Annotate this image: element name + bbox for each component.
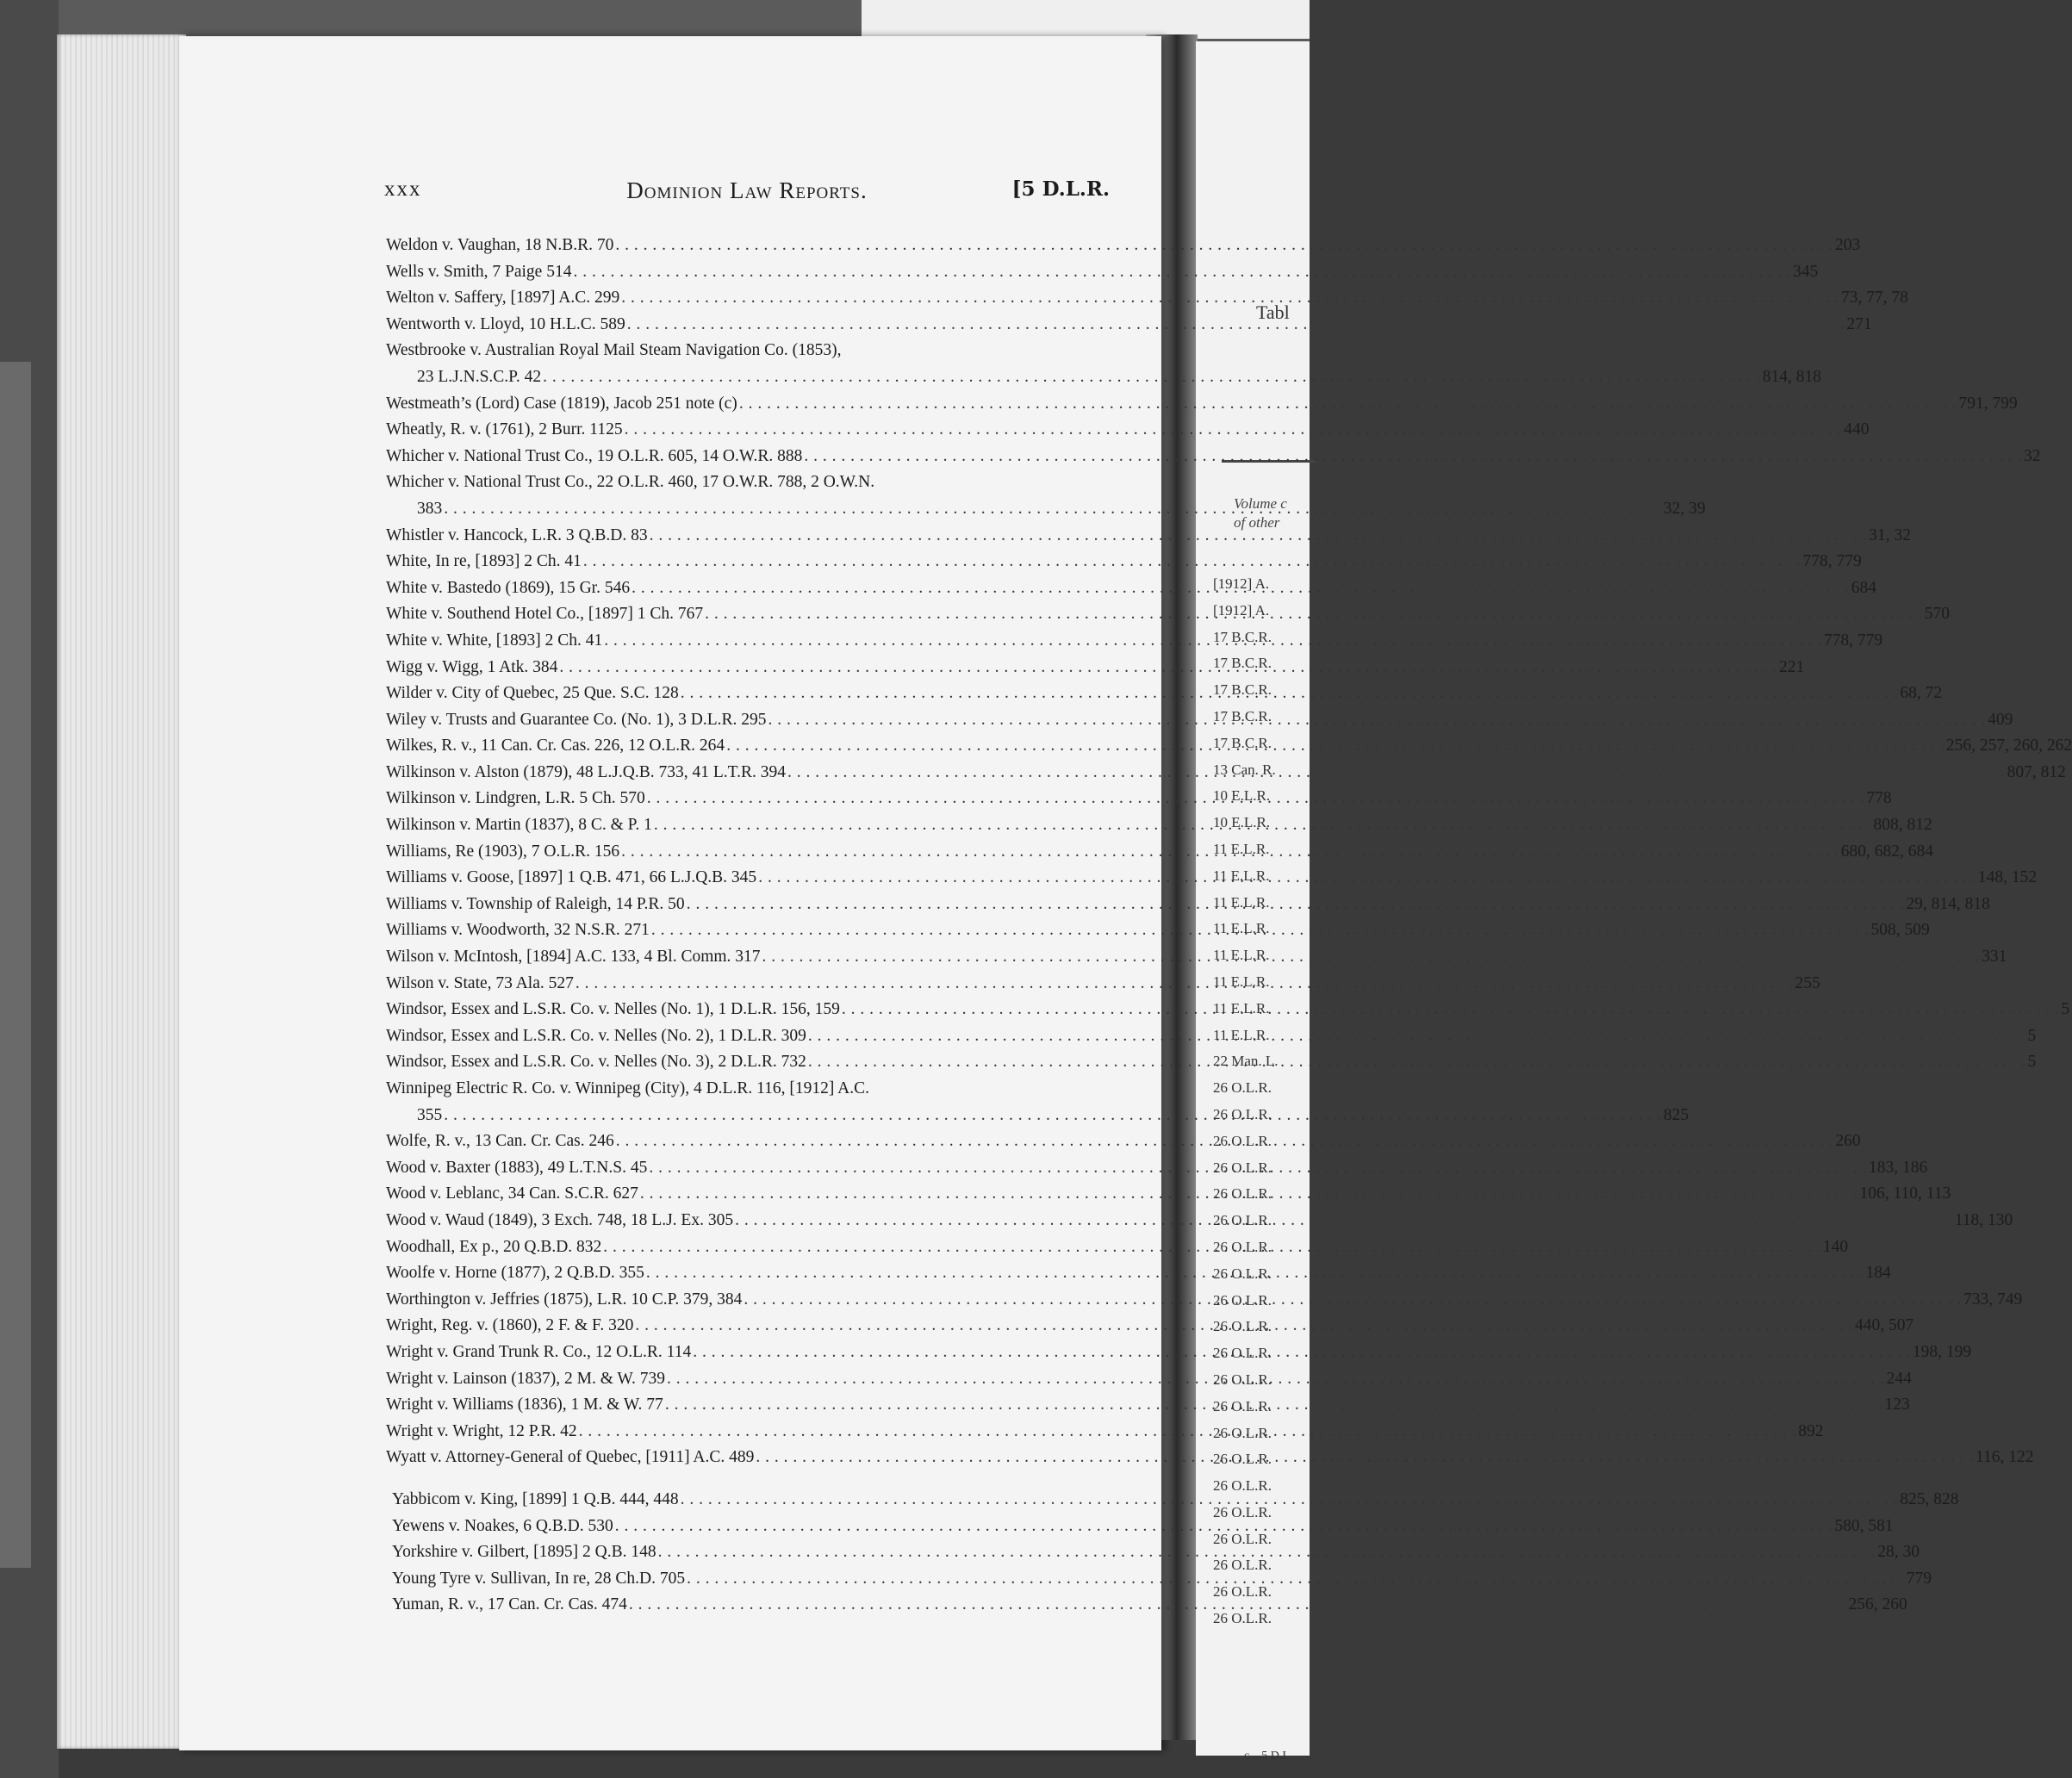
citation-fragment: 26 O.L.R.: [1213, 1238, 1272, 1255]
case-name: Yorkshire v. Gilbert, [1895] 2 Q.B. 148: [392, 1543, 656, 1562]
page-refs: 5: [2027, 1053, 2037, 1072]
case-name: Welton v. Saffery, [1897] A.C. 299: [386, 289, 620, 308]
leader-dots: [726, 733, 1944, 760]
leader-dots: [615, 1514, 1833, 1540]
leader-dots: [629, 1592, 1847, 1619]
case-name: Windsor, Essex and L.S.R. Co. v. Nelles (No. 2), 1 D.L.R. 309: [386, 1026, 806, 1045]
volume-label: [5 D.L.R.: [1011, 177, 1110, 201]
facing-page-column-head: Volume c of other: [1234, 495, 1287, 531]
page-refs: 184: [1865, 1264, 1891, 1283]
leader-dots: [658, 1539, 1876, 1566]
leader-dots: [768, 707, 1987, 734]
leader-dots: [693, 1340, 1911, 1366]
leader-dots: [647, 786, 1865, 812]
case-name: Yuman, R. v., 17 Can. Cr. Cas. 474: [392, 1595, 627, 1614]
page-refs: 73, 77, 78: [1840, 289, 1908, 308]
case-name: Wright v. Grand Trunk R. Co., 12 O.L.R. 114: [386, 1342, 692, 1361]
citation-fragment: 11 E.L.R.: [1213, 973, 1270, 990]
leader-dots: [687, 1566, 1905, 1593]
page-refs: 508, 509: [1870, 921, 1930, 940]
entry-line: [386, 285, 1908, 312]
citation-fragment: 26 O.L.R.: [1213, 1265, 1272, 1282]
citation-fragment: 11 E.L.R.: [1213, 920, 1270, 937]
book-page-edges: [57, 34, 186, 1749]
page-refs: 409: [1988, 710, 2013, 729]
citation-fragment: 17 B.C.R.: [1213, 655, 1272, 672]
entry-line: Winnipeg Electric R. Co. v. Winnipeg (City), 4 D.L.R. 116, [1912] A.C.: [386, 1079, 869, 1097]
entry-line: [386, 549, 1862, 575]
leader-dots: [735, 1208, 1953, 1234]
citation-fragment: 17 B.C.R.: [1213, 628, 1272, 645]
case-name: Wood v. Waud (1849), 3 Exch. 748, 18 L.J. Ex. 305: [386, 1210, 734, 1229]
citation-fragment: 22 Man. L.: [1213, 1053, 1279, 1070]
citation-fragment: 11 E.L.R.: [1213, 1026, 1270, 1043]
case-name: White v. Bastedo (1869), 15 Gr. 546: [386, 578, 631, 597]
citation-fragment: 11 E.L.R.: [1213, 999, 1270, 1016]
entry-line: [386, 523, 1912, 550]
case-name: Wilson v. State, 73 Ala. 527: [386, 973, 574, 992]
case-name: Wentworth v. Lloyd, 10 H.L.C. 589: [386, 314, 625, 333]
entry-line: [386, 391, 2018, 418]
page-refs: 791, 799: [1958, 394, 2018, 413]
leader-dots: [621, 839, 1839, 866]
leader-dots: [762, 944, 1981, 971]
citation-fragment: 26 O.L.R.: [1213, 1424, 1272, 1441]
leader-dots: [681, 1487, 1899, 1514]
page-refs: 733, 749: [1963, 1290, 2023, 1309]
leader-dots: [842, 997, 2060, 1023]
page-refs: 221: [1779, 657, 1805, 676]
leader-dots: [632, 575, 1850, 602]
citation-fragment: 17 B.C.R.: [1213, 707, 1272, 724]
case-name: Whicher v. National Trust Co., 19 O.L.R. 605, 14 O.W.R. 888: [386, 446, 803, 465]
case-name: Wheatly, R. v. (1761), 2 Burr. 1125: [386, 420, 623, 439]
citation-fragment: 13 Can. R.: [1213, 761, 1276, 778]
leader-dots: [576, 971, 1794, 998]
leader-dots: [808, 1023, 2026, 1050]
page-refs: 580, 581: [1834, 1516, 1894, 1535]
leader-dots: [650, 523, 1868, 550]
citation-fragment: 26 O.L.R.: [1213, 1185, 1272, 1203]
page-refs: 779: [1906, 1569, 1932, 1588]
page-refs: 892: [1798, 1421, 1824, 1440]
leader-dots: [444, 1103, 1662, 1129]
leader-dots: [583, 549, 1801, 575]
case-name: 383: [417, 499, 443, 518]
page-refs: 256, 260: [1848, 1595, 1907, 1614]
citation-fragment: 17 B.C.R.: [1213, 681, 1272, 699]
citation-fragment: 26 O.L.R.: [1213, 1105, 1272, 1122]
case-name: Wilson v. McIntosh, [1894] A.C. 133, 4 Bl. Comm. 317: [386, 948, 761, 967]
citation-fragment: 26 O.L.R.: [1213, 1610, 1272, 1627]
facing-page-signature-mark: c—5 D.L: [1244, 1750, 1290, 1762]
page-refs: 244: [1886, 1369, 1912, 1388]
page-refs: 684: [1851, 578, 1876, 597]
entry-line: [386, 444, 2041, 470]
page-refs: 32, 39: [1663, 499, 1706, 518]
citation-fragment: 26 O.L.R.: [1213, 1477, 1272, 1495]
leader-dots: [744, 1287, 1962, 1314]
page-refs: 570: [1924, 605, 1950, 624]
scan-background-top-right: [862, 0, 1310, 39]
facing-page-heading: Tabl: [1256, 302, 1290, 323]
page-refs: 807, 812: [2007, 762, 2066, 781]
entry-line: [386, 364, 1821, 391]
leader-dots: [756, 1445, 1974, 1471]
leader-dots: [640, 1181, 1858, 1208]
page-refs: 32: [2023, 446, 2041, 465]
case-name: Woodhall, Ex p., 20 Q.B.D. 832: [386, 1237, 602, 1256]
citation-fragment: 10 E.L.R.: [1213, 787, 1271, 805]
leader-dots: [808, 1049, 2026, 1076]
case-name: Yabbicom v. King, [1899] 1 Q.B. 444, 448: [392, 1490, 679, 1508]
case-name: Wilkinson v. Martin (1837), 8 C. & P. 1: [386, 816, 652, 835]
case-name: White v. Southend Hotel Co., [1897] 1 Ch. 767: [386, 605, 704, 624]
citation-fragment: 26 O.L.R.: [1213, 1318, 1272, 1335]
entry-line: [386, 233, 1861, 259]
page-number: xxx: [384, 177, 422, 201]
page-refs: 28, 30: [1877, 1543, 1920, 1562]
page-refs: 680, 682, 684: [1840, 842, 1933, 861]
page-refs: 106, 110, 113: [1859, 1184, 1951, 1203]
page-refs: 123: [1884, 1396, 1910, 1414]
case-name: Wolfe, R. v., 13 Can. Cr. Cas. 246: [386, 1132, 614, 1151]
case-name: White v. White, [1893] 2 Ch. 41: [386, 631, 603, 650]
page-refs: 118, 130: [1954, 1210, 2013, 1229]
page-refs: 140: [1822, 1237, 1849, 1256]
leader-dots: [705, 601, 1923, 628]
case-name: Wilkes, R. v., 11 Can. Cr. Cas. 226, 12 O.L.R. 264: [386, 737, 725, 755]
page-refs: 68, 72: [1900, 684, 1943, 703]
leader-dots: [651, 917, 1870, 944]
page-refs: 29, 814, 818: [1906, 894, 1990, 913]
case-name: Wood v. Leblanc, 34 Can. S.C.R. 627: [386, 1184, 638, 1203]
leader-dots: [627, 312, 1845, 339]
case-name: Wiley v. Trusts and Guarantee Co. (No. 1), 3 D.L.R. 295: [386, 710, 767, 729]
leader-dots: [444, 496, 1662, 523]
page-refs: 778, 779: [1823, 631, 1883, 650]
citation-fragment: [1912] A.: [1213, 601, 1270, 619]
case-name: Windsor, Essex and L.S.R. Co. v. Nelles (No. 3), 2 D.L.R. 732: [386, 1053, 806, 1072]
page-title: Dominion Law Reports.: [626, 177, 868, 203]
citation-fragment: 11 E.L.R.: [1213, 947, 1270, 964]
citation-fragment: 26 O.L.R.: [1213, 1371, 1272, 1388]
page-refs: 345: [1793, 262, 1819, 281]
case-name: Young Tyre v. Sullivan, In re, 28 Ch.D. 705: [392, 1569, 686, 1588]
citation-fragment: 26 O.L.R.: [1213, 1451, 1272, 1468]
leader-dots: [758, 865, 1976, 892]
page-refs: 198, 199: [1912, 1342, 1972, 1361]
citation-fragment: 26 O.L.R.: [1213, 1159, 1272, 1176]
case-name: Wright, Reg. v. (1860), 2 F. & F. 320: [386, 1316, 634, 1335]
case-name: 355: [417, 1105, 443, 1124]
running-header: [384, 177, 1110, 208]
leader-dots: [635, 1313, 1853, 1340]
citation-fragment: [1912] A.: [1213, 575, 1270, 592]
case-name: Wilder v. City of Quebec, 25 Que. S.C. 128: [386, 684, 679, 703]
leader-dots: [739, 391, 1957, 418]
leader-dots: [665, 1392, 1883, 1419]
case-name: Wilkinson v. Alston (1879), 48 L.J.Q.B. 733, 41 L.T.R. 394: [386, 762, 786, 781]
entry-line: [386, 259, 1819, 286]
leader-dots: [667, 1366, 1885, 1393]
leader-dots: [543, 364, 1761, 391]
leader-dots: [603, 1234, 1821, 1261]
leader-dots: [646, 1260, 1864, 1287]
leader-dots: [687, 892, 1905, 918]
citation-fragment: 26 O.L.R.: [1213, 1132, 1272, 1149]
case-name: Williams v. Goose, [1897] 1 Q.B. 471, 66 L.J.Q.B. 345: [386, 868, 757, 887]
case-name: Williams v. Woodworth, 32 N.S.R. 271: [386, 921, 650, 940]
case-name: Wood v. Baxter (1883), 49 L.T.N.S. 45: [386, 1158, 648, 1177]
page-refs: 778: [1866, 789, 1892, 808]
entry-line: Westbrooke v. Australian Royal Mail Steam Navigation Co. (1853),: [386, 341, 842, 360]
case-name: Whistler v. Hancock, L.R. 3 Q.B.D. 83: [386, 525, 648, 544]
leader-dots: [649, 1155, 1867, 1182]
case-name: Windsor, Essex and L.S.R. Co. v. Nelles (No. 1), 1 D.L.R. 156, 159: [386, 1000, 840, 1019]
case-name: Weldon v. Vaughan, 18 N.B.R. 70: [386, 236, 614, 254]
leader-dots: [787, 760, 2006, 786]
case-name: White, In re, [1893] 2 Ch. 41: [386, 552, 582, 571]
page-refs: 825: [1663, 1105, 1689, 1124]
page-refs: 331: [1982, 948, 2007, 967]
citation-fragment: 26 O.L.R.: [1213, 1079, 1272, 1097]
leader-dots: [615, 233, 1833, 259]
case-name: Yewens v. Noakes, 6 Q.B.D. 530: [392, 1516, 613, 1535]
page-refs: 5: [2027, 1026, 2037, 1045]
leader-dots: [573, 259, 1791, 286]
entry-line: [386, 417, 1870, 444]
leader-dots: [604, 628, 1822, 655]
citation-fragment: 26 O.L.R.: [1213, 1212, 1272, 1229]
citation-fragment: 17 B.C.R.: [1213, 734, 1272, 751]
citation-fragment: 10 E.L.R.: [1213, 814, 1271, 831]
case-name: Wyatt v. Attorney-General of Quebec, [1911] A.C. 489: [386, 1448, 755, 1467]
citation-fragment: 26 O.L.R.: [1213, 1291, 1272, 1309]
page-refs: 5: [2061, 1000, 2070, 1019]
case-name: Williams v. Township of Raleigh, 14 P.R. 50: [386, 894, 685, 913]
page-refs: 116, 122: [1975, 1448, 2034, 1467]
entry-line: Whicher v. National Trust Co., 22 O.L.R. 460, 17 O.W.R. 788, 2 O.W.N.: [386, 473, 875, 492]
leader-dots: [579, 1419, 1797, 1445]
page-refs: 260: [1835, 1132, 1861, 1151]
page-refs: 271: [1846, 314, 1872, 333]
citation-fragment: 26 O.L.R.: [1213, 1503, 1272, 1520]
leader-dots: [681, 681, 1899, 707]
citation-fragment: 26 O.L.R.: [1213, 1397, 1272, 1414]
scan-background-left-edge: [0, 362, 31, 1568]
page-refs: 440, 507: [1854, 1316, 1914, 1335]
leader-dots: [621, 285, 1839, 312]
page-refs: 148, 152: [1977, 868, 2038, 887]
leader-dots: [804, 444, 2022, 470]
case-name: Williams, Re (1903), 7 O.L.R. 156: [386, 842, 620, 861]
case-name: Woolfe v. Horne (1877), 2 Q.B.D. 355: [386, 1264, 644, 1283]
page-refs: 440: [1844, 420, 1870, 439]
citation-fragment: 26 O.L.R.: [1213, 1557, 1272, 1574]
case-name: Westmeath’s (Lord) Case (1819), Jacob 251 note (c): [386, 394, 737, 413]
citation-fragment: 11 E.L.R.: [1213, 893, 1270, 911]
case-name: Worthington v. Jeffries (1875), L.R. 10 C.P. 379, 384: [386, 1290, 743, 1309]
citation-fragment: 11 E.L.R.: [1213, 840, 1270, 857]
case-name: 23 L.J.N.S.C.P. 42: [417, 367, 542, 386]
page-refs: 814, 818: [1762, 367, 1821, 386]
leader-dots: [654, 812, 1872, 839]
page-refs: 183, 186: [1868, 1158, 1928, 1177]
case-name: Wright v. Williams (1836), 1 M. & W. 77: [386, 1396, 663, 1414]
citation-fragment: 26 O.L.R.: [1213, 1345, 1272, 1362]
case-name: Wright v. Lainson (1837), 2 M. & W. 739: [386, 1369, 666, 1388]
case-name: Wells v. Smith, 7 Paige 514: [386, 262, 572, 281]
page-refs: 255: [1795, 973, 1820, 992]
leader-dots: [559, 655, 1777, 681]
citation-fragment: 26 O.L.R.: [1213, 1583, 1272, 1601]
page-refs: 808, 812: [1873, 816, 1932, 835]
leader-dots: [616, 1128, 1834, 1155]
case-name: Wilkinson v. Lindgren, L.R. 5 Ch. 570: [386, 789, 645, 808]
page-refs: 203: [1835, 236, 1861, 254]
case-name: Wright v. Wright, 12 P.R. 42: [386, 1421, 577, 1440]
page-refs: 256, 257, 260, 262: [1945, 737, 2072, 755]
citation-fragment: 26 O.L.R.: [1213, 1530, 1272, 1547]
citation-fragment: 11 E.L.R.: [1213, 867, 1270, 884]
page-refs: 778, 779: [1802, 552, 1862, 571]
leader-dots: [625, 417, 1843, 444]
page-refs: 31, 32: [1869, 525, 1912, 544]
page-refs: 825, 828: [1900, 1490, 1959, 1508]
case-name: Wigg v. Wigg, 1 Atk. 384: [386, 657, 558, 676]
